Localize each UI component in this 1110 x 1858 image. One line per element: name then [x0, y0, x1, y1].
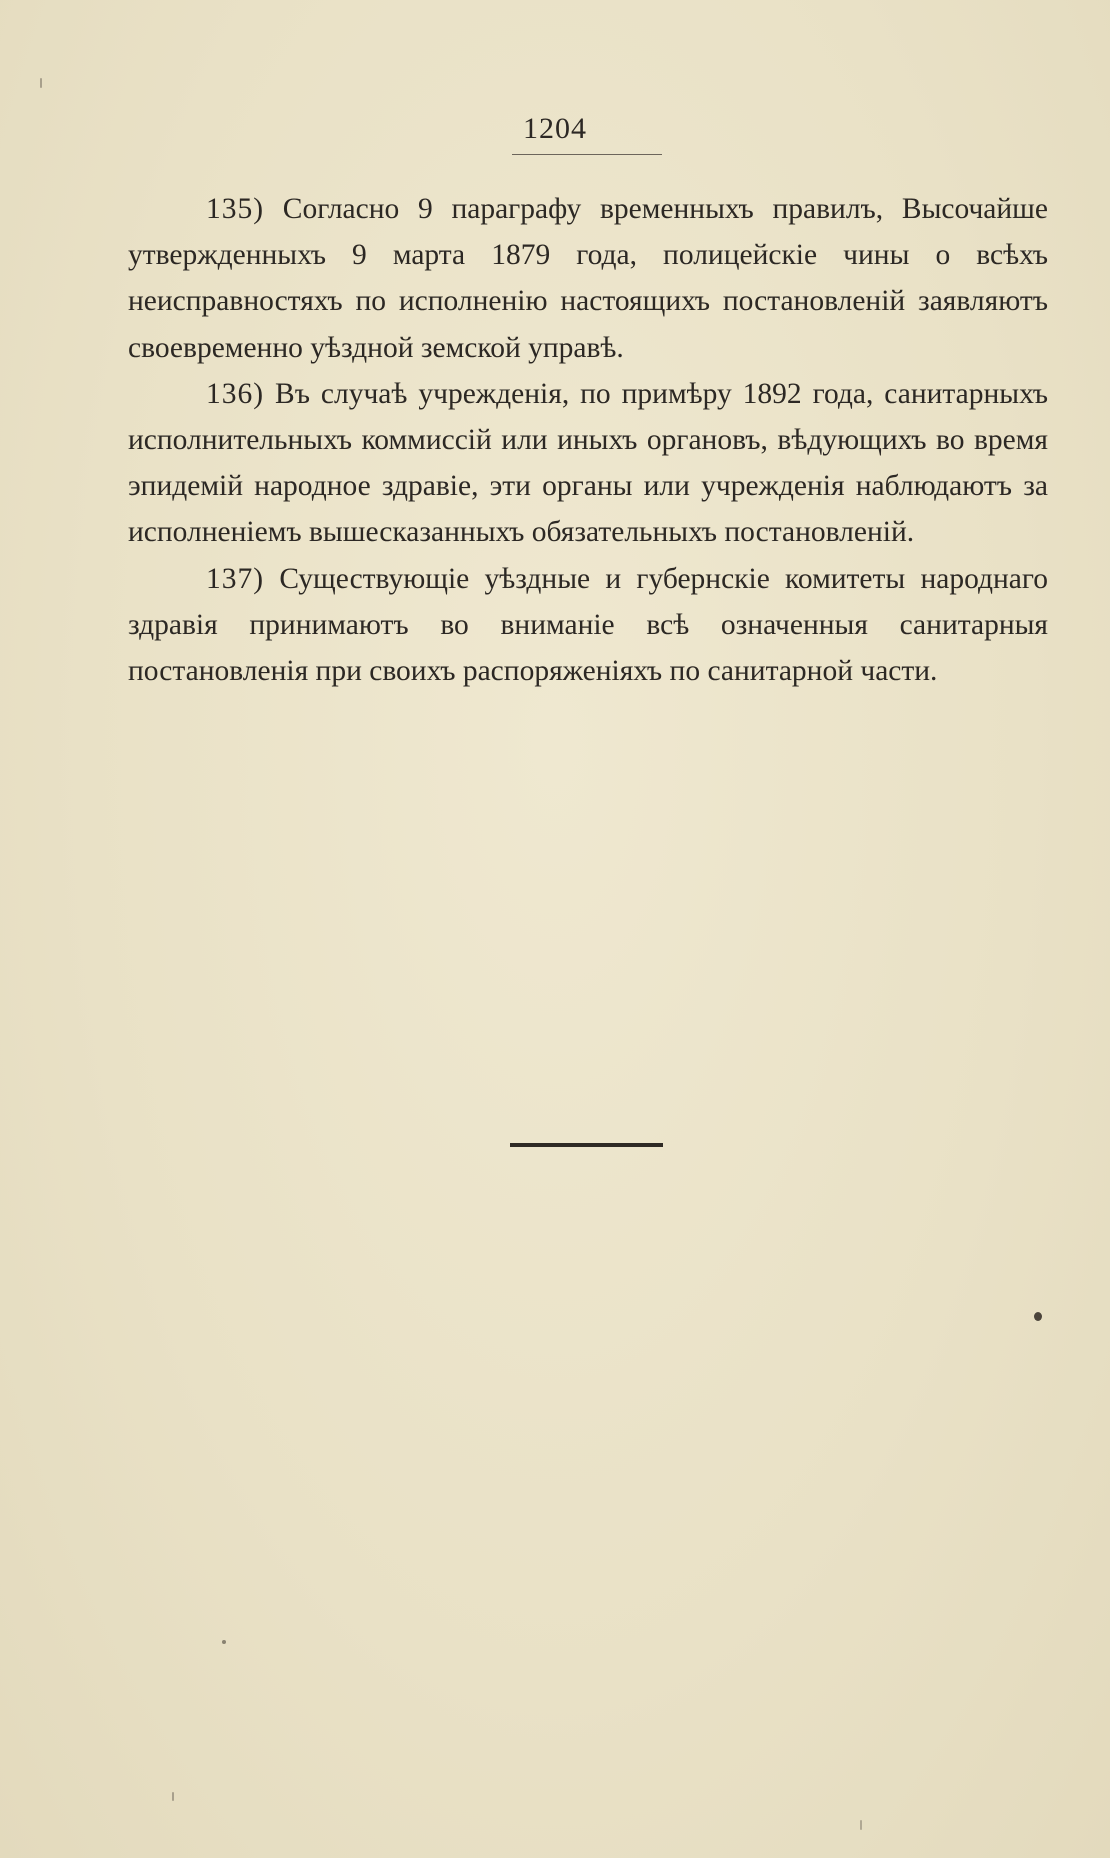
paragraph-number: 135) — [206, 193, 265, 225]
paragraph-text: Въ случаѣ учрежденія, по примѣру 1892 года, санитарныхъ исполнительныхъ коммиссій или иныхъ органовъ, вѣдующихъ во время эпидемій народное здравіе, эти органы или учрежденія наблюдаютъ за исполненіемъ вышесказанныхъ обязательныхъ постановленій. — [128, 377, 1049, 549]
paper-speck — [860, 1820, 862, 1830]
body-text — [128, 186, 1048, 694]
paragraph-text: Существующіе уѣздные и губернскіе комитеты народнаго здравія принимаютъ во вниманіе всѣ означенныя санитарныя постановленія при своихъ распоряженіяхъ по санитарной части. — [128, 562, 1048, 688]
paragraph-137 — [128, 556, 1048, 695]
page-number: 1204 — [523, 112, 587, 145]
paragraph-135 — [128, 186, 1048, 371]
end-rule — [510, 1143, 663, 1147]
paragraph-text: Согласно 9 параграфу временныхъ правилъ, Высочайше утвержденныхъ 9 марта 1879 года, полицейскіе чины о всѣхъ неисправностяхъ по исполненію настоящихъ постановленій заявляютъ своевременно уѣздной земской управѣ. — [128, 193, 1048, 364]
paper-speck — [172, 1792, 174, 1801]
paragraph-number: 136) — [206, 377, 265, 410]
paragraph-136 — [128, 371, 1048, 556]
paper-speck — [222, 1640, 226, 1644]
paragraph-number: 137) — [206, 562, 265, 595]
paper-speck — [1034, 1312, 1042, 1321]
paper-speck — [40, 78, 42, 88]
header-rule — [512, 154, 662, 155]
